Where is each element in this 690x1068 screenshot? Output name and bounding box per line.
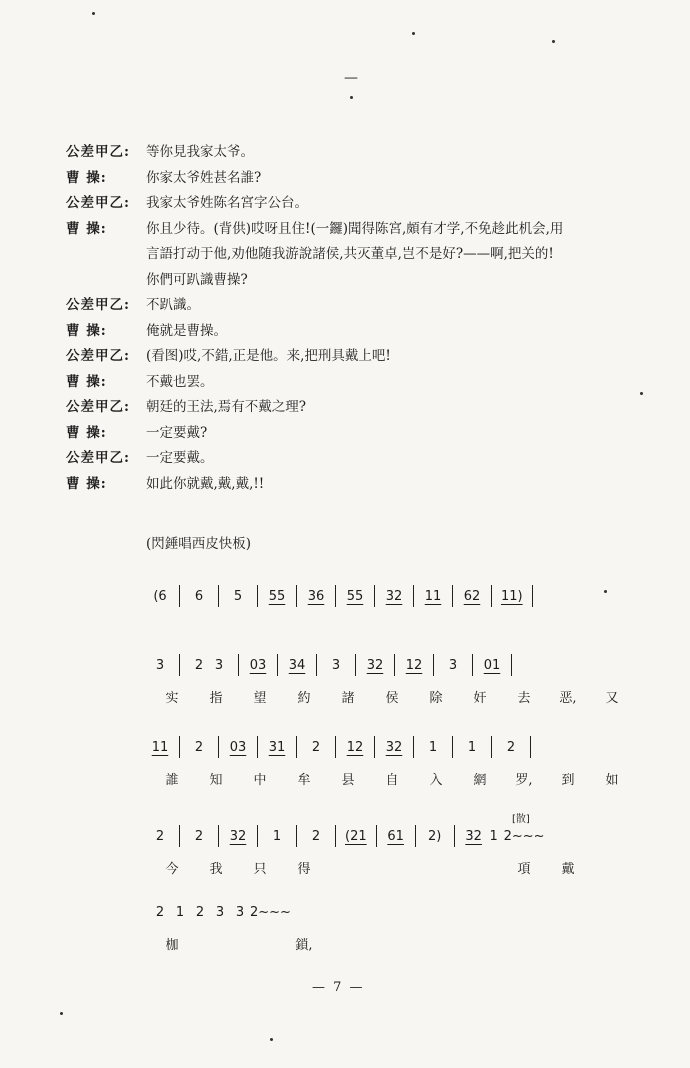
note: 11) <box>501 588 523 604</box>
dialogue-text: 一定要戴。 <box>146 450 214 466</box>
note: 62 <box>463 588 481 604</box>
lyric-syllable: 侯 <box>385 691 399 706</box>
score-line <box>150 900 650 954</box>
note: 2 <box>311 739 321 755</box>
dialogue-text: 如此你就戴,戴,戴,!! <box>146 475 265 492</box>
lyric-syllable: 今 <box>165 862 179 877</box>
bar-line <box>296 585 297 607</box>
bar-line <box>257 825 258 847</box>
speaker-label: 曹 操: <box>66 373 107 390</box>
dialogue-text: 一定要戴? <box>146 424 208 441</box>
speaker-label: 公差甲乙: <box>66 348 130 364</box>
note: 3 <box>235 904 245 920</box>
note: 11 <box>151 739 169 755</box>
lyric-syllable: 約 <box>297 691 311 706</box>
note: 11 <box>424 588 442 604</box>
speck <box>350 96 353 99</box>
score-line <box>150 814 650 878</box>
lyric-syllable: 恶, <box>559 691 577 706</box>
speaker-label: 公差甲乙: <box>66 399 130 415</box>
bar-line <box>316 654 317 676</box>
note: 2 <box>311 828 321 844</box>
note: 2~~~ <box>503 828 545 844</box>
dialogue-text: 等你見我家太爷。 <box>146 144 254 160</box>
bar-line <box>238 654 239 676</box>
note: 3 <box>155 657 165 673</box>
lyric-syllable <box>458 858 502 878</box>
note: (6 <box>153 588 167 604</box>
speaker-label: 曹 操: <box>66 169 107 186</box>
speck <box>640 392 643 395</box>
note: 2) <box>427 828 442 844</box>
note: 2 <box>194 828 204 844</box>
dialogue-line <box>66 166 666 192</box>
dialogue-line <box>66 268 666 294</box>
dialogue-line <box>66 140 666 166</box>
dialogue-text: 俺就是曹操。 <box>146 322 227 339</box>
bar-line <box>179 654 180 676</box>
dialogue-line <box>66 293 666 319</box>
dialogue-line <box>66 395 666 421</box>
note: 3 <box>215 904 225 920</box>
speck <box>604 590 607 593</box>
dialogue-text: 我家太爷姓陈名宮字公台。 <box>146 195 308 211</box>
dialogue-text: 言語打动于他,劝他随我游說諸侯,共灭董卓,岂不是好?——啊,把关的! <box>146 246 554 262</box>
speck <box>92 12 95 15</box>
note: 55 <box>268 588 286 604</box>
speaker-label: 公差甲乙: <box>66 297 130 313</box>
note: 2~~~ <box>250 904 291 920</box>
lyric-syllable: 只 <box>253 862 267 877</box>
bar-line <box>511 654 512 676</box>
dialogue-line <box>66 344 666 370</box>
note: 2 <box>195 904 205 920</box>
bar-line <box>218 825 219 847</box>
lyric-syllable: 又 <box>605 691 619 706</box>
lyric-syllable: 罗, <box>515 773 533 788</box>
note: (21 <box>345 828 367 844</box>
note: 34 <box>288 657 306 673</box>
lyric-syllable <box>414 858 458 878</box>
note: 2 <box>194 657 204 673</box>
speck <box>412 32 415 35</box>
speaker-label: 公差甲乙: <box>66 450 130 466</box>
lyrics-row <box>150 687 650 707</box>
lyric-syllable: 戴 <box>561 862 575 877</box>
note: 12 <box>346 739 364 755</box>
lyric-syllable: 实 <box>165 691 179 706</box>
dialogue-line <box>66 472 666 498</box>
dialogue-line <box>66 242 666 268</box>
bar-line <box>530 736 531 758</box>
bar-line <box>335 825 336 847</box>
score-line <box>150 584 650 608</box>
note: 1 <box>272 828 282 844</box>
score-line <box>150 735 650 789</box>
lyric-syllable <box>326 858 370 878</box>
note: 55 <box>346 588 364 604</box>
tempo-marking: [散] <box>512 814 530 825</box>
dialogue-text: 不趴識。 <box>146 297 200 313</box>
lyric-syllable: 諸 <box>341 691 355 706</box>
bar-line <box>374 736 375 758</box>
bar-line <box>218 736 219 758</box>
lyric-syllable: 中 <box>253 773 267 788</box>
notation-row <box>150 824 650 848</box>
bar-line <box>413 585 414 607</box>
bar-line <box>452 736 453 758</box>
bar-line <box>374 585 375 607</box>
dialogue-block <box>66 140 666 497</box>
lyric-syllable <box>238 934 282 954</box>
bar-line <box>413 736 414 758</box>
dialogue-line <box>66 191 666 217</box>
speaker-label: 曹 操: <box>66 424 107 441</box>
bar-line <box>179 736 180 758</box>
bar-line <box>335 585 336 607</box>
bar-line <box>491 736 492 758</box>
lyric-syllable: 得 <box>297 862 311 877</box>
notation-row <box>150 735 650 759</box>
bar-line <box>433 654 434 676</box>
bar-line <box>376 825 377 847</box>
note: 1 <box>428 739 438 755</box>
note: 1 <box>175 904 185 920</box>
lyric-syllable <box>370 858 414 878</box>
speaker-label: 公差甲乙: <box>66 144 130 160</box>
dialogue-text: 你家太爷姓甚名誰? <box>146 169 262 186</box>
lyric-syllable: 知 <box>209 773 223 788</box>
lyric-syllable: 奸 <box>473 691 487 706</box>
bar-line <box>472 654 473 676</box>
dialogue-line <box>66 446 666 472</box>
lyric-syllable: 鎖, <box>295 938 313 953</box>
bar-line <box>491 585 492 607</box>
bar-line <box>394 654 395 676</box>
note: 32 <box>465 828 482 844</box>
lyric-syllable: 到 <box>561 773 575 788</box>
note: 03 <box>249 657 267 673</box>
note: 1 <box>467 739 477 755</box>
notation-row <box>150 900 650 924</box>
bar-line <box>218 585 219 607</box>
note: 31 <box>268 739 286 755</box>
bar-line <box>532 585 533 607</box>
lyric-syllable: 去 <box>517 691 531 706</box>
lyric-syllable: 除 <box>429 691 443 706</box>
bar-line <box>355 654 356 676</box>
lyric-syllable <box>194 934 238 954</box>
note: 2 <box>506 739 516 755</box>
score-line <box>150 653 650 707</box>
lyrics-row <box>150 769 650 789</box>
dialogue-text: (看图)哎,不錯,正是他。来,把刑具戴上吧! <box>146 348 391 364</box>
note: 3 <box>214 657 224 673</box>
bar-line <box>257 736 258 758</box>
bar-line <box>454 825 455 847</box>
lyric-syllable: 誰 <box>165 773 179 788</box>
note: 61 <box>387 828 404 844</box>
note: 3 <box>448 657 458 673</box>
note: 32 <box>229 828 247 844</box>
lyric-syllable <box>590 858 634 878</box>
lyric-syllable: 指 <box>209 691 223 706</box>
dialogue-line <box>66 421 666 447</box>
dialogue-line <box>66 370 666 396</box>
dialogue-text: 你且少待。(背供)哎呀且住!(一鑼)聞得陈宮,頗有才学,不免趁此机会,用 <box>146 220 564 237</box>
bar-line <box>179 585 180 607</box>
lyric-syllable: 網 <box>473 773 487 788</box>
bar-line <box>296 825 297 847</box>
lyric-syllable: 县 <box>341 773 355 788</box>
dialogue-text: 不戴也罢。 <box>146 373 214 390</box>
note: 6 <box>194 588 204 604</box>
note: 36 <box>307 588 325 604</box>
note: 12 <box>405 657 423 673</box>
note: 32 <box>366 657 384 673</box>
notation-row <box>150 653 650 677</box>
bar-line <box>415 825 416 847</box>
dialogue-text: 你們可趴識曹操? <box>146 271 248 288</box>
lyric-syllable: 自 <box>385 773 399 788</box>
note: 2 <box>155 904 165 920</box>
speck <box>270 1038 273 1041</box>
note: 3 <box>331 657 341 673</box>
top-mark: — <box>344 70 358 86</box>
speaker-label: 曹 操: <box>66 475 107 492</box>
speaker-label: 公差甲乙: <box>66 195 130 211</box>
speck <box>60 1012 63 1015</box>
speaker-label: 曹 操: <box>66 220 107 237</box>
dialogue-line <box>66 319 666 345</box>
speaker-label: 曹 操: <box>66 322 107 339</box>
lyrics-row <box>150 934 650 954</box>
note: 5 <box>233 588 243 604</box>
note: 2 <box>155 828 165 844</box>
bar-line <box>277 654 278 676</box>
bar-line <box>296 736 297 758</box>
dialogue-text: 朝廷的王法,焉有不戴之理? <box>146 399 307 415</box>
lyric-syllable: 望 <box>253 691 267 706</box>
lyrics-row <box>150 858 650 878</box>
note: 32 <box>385 739 403 755</box>
page-number: — 7 — <box>312 980 365 995</box>
note: 03 <box>229 739 247 755</box>
lyric-syllable: 入 <box>429 773 443 788</box>
notation-row <box>150 584 650 608</box>
lyric-syllable: 如 <box>605 773 619 788</box>
bar-line <box>179 825 180 847</box>
stage-note: (閃錘唱西皮快板) <box>146 536 252 552</box>
lyric-syllable: 牟 <box>297 773 311 788</box>
bar-line <box>452 585 453 607</box>
note: 32 <box>385 588 403 604</box>
bar-line <box>335 736 336 758</box>
note: 01 <box>483 657 501 673</box>
lyric-syllable: 我 <box>209 862 223 877</box>
note: 2 <box>194 739 204 755</box>
note: 1 <box>489 828 498 844</box>
lyric-syllable: 項 <box>517 862 531 877</box>
dialogue-line <box>66 217 666 243</box>
lyric-syllable: 枷 <box>165 938 179 953</box>
speck <box>552 40 555 43</box>
bar-line <box>257 585 258 607</box>
